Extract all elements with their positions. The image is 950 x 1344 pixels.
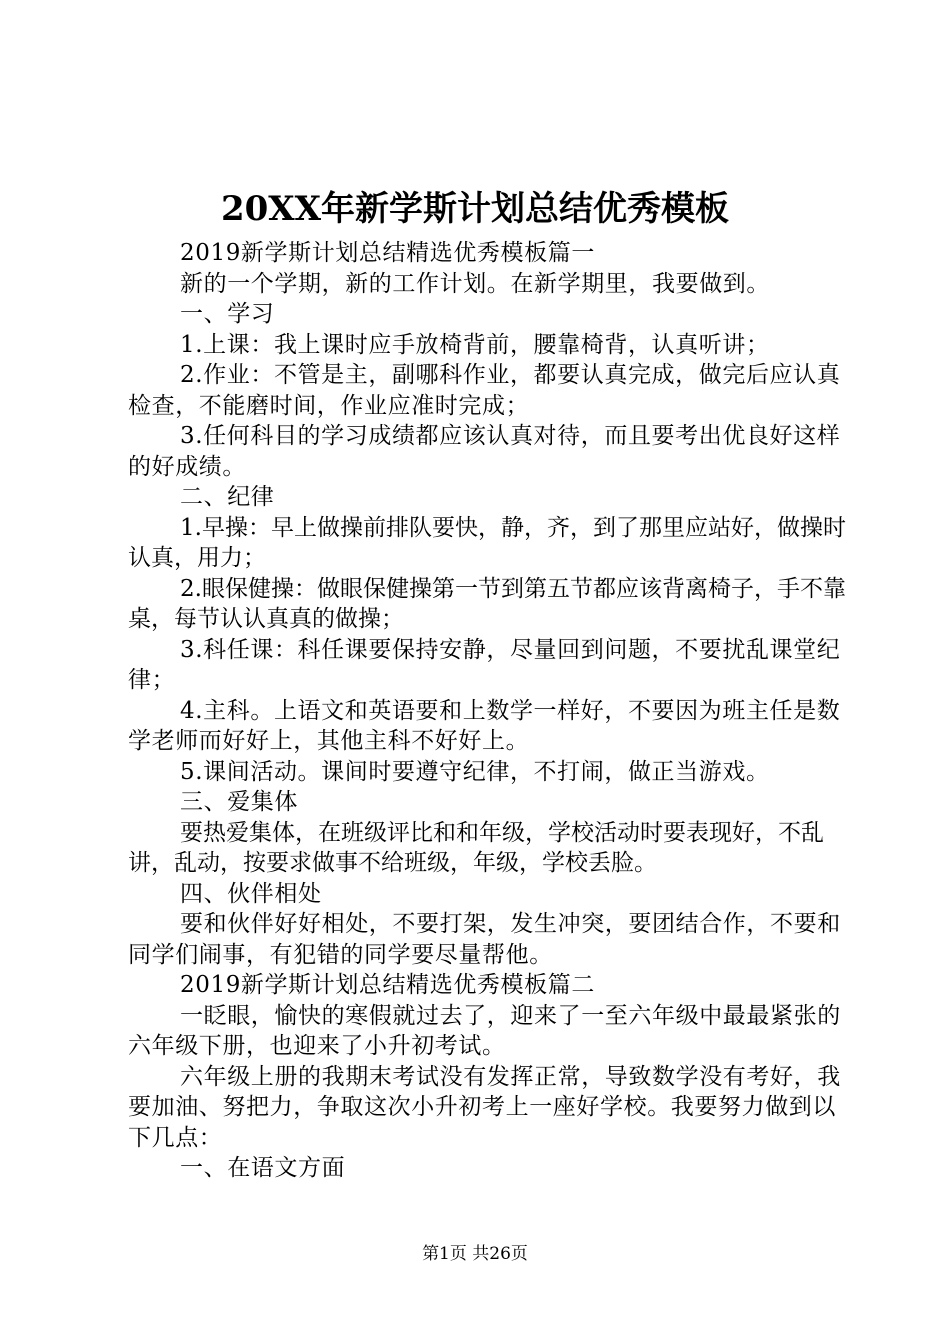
section-heading: 四、伙伴相处 [180,880,322,907]
paragraph: 新的一个学期，新的工作计划。在新学期里，我要做到。 [180,270,770,297]
document-body [128,238,848,1184]
paragraph: 要和伙伴好好相处，不要打架，发生冲突，要团结合作，不要和同学们闹事，有犯错的同学要尽量帮他。 [128,911,841,968]
paragraph: 2.眼保健操：做眼保健操第一节到第五节都应该背离椅子，手不靠桌，每节认认真真的做操； [128,575,846,632]
page-number-footer: 第1页 共26页 [422,1244,528,1264]
section-heading: 二、纪律 [180,484,275,510]
section-heading: 2019新学斯计划总结精选优秀模板篇一 [180,240,595,266]
paragraph: 要热爱集体，在班级评比和和年级，学校活动时要表现好，不乱讲，乱动，按要求做事不给班级，年级，学校丢脸。 [128,819,824,876]
paragraph: 1.早操：早上做操前排队要快，静，齐，到了那里应站好，做操时认真，用力； [128,514,846,571]
paragraph: 1.上课：我上课时应手放椅背前，腰靠椅背，认真听讲； [180,331,770,358]
section-heading: 一、在语文方面 [180,1155,346,1181]
paragraph: 4.主科。上语文和英语要和上数学一样好，不要因为班主任是数学老师而好好上，其他主科不好好上。 [128,697,841,754]
paragraph: 3.科任课：科任课要保持安静，尽量回到问题，不要扰乱课堂纪律； [128,636,841,693]
section-heading: 2019新学斯计划总结精选优秀模板篇二 [180,972,595,998]
paragraph: 六年级上册的我期末考试没有发挥正常，导致数学没有考好，我要加油、努把力，争取这次小升初考上一座好学校。我要努力做到以下几点： [128,1063,841,1151]
section-heading: 一、学习 [180,301,275,327]
paragraph: 一眨眼，愉快的寒假就过去了，迎来了一至六年级中最最紧张的六年级下册，也迎来了小升初考试。 [128,1002,841,1059]
paragraph: 5.课间活动。课间时要遵守纪律，不打闹，做正当游戏。 [180,758,770,785]
paragraph: 2.作业：不管是主，副哪科作业，都要认真完成，做完后应认真检查，不能磨时间，作业应准时完成； [128,362,841,419]
document-title: 20XX年新学斯计划总结优秀模板 [220,189,730,229]
section-heading: 三、爱集体 [180,789,298,815]
paragraph: 3.任何科目的学习成绩都应该认真对待，而且要考出优良好这样的好成绩。 [128,423,841,480]
